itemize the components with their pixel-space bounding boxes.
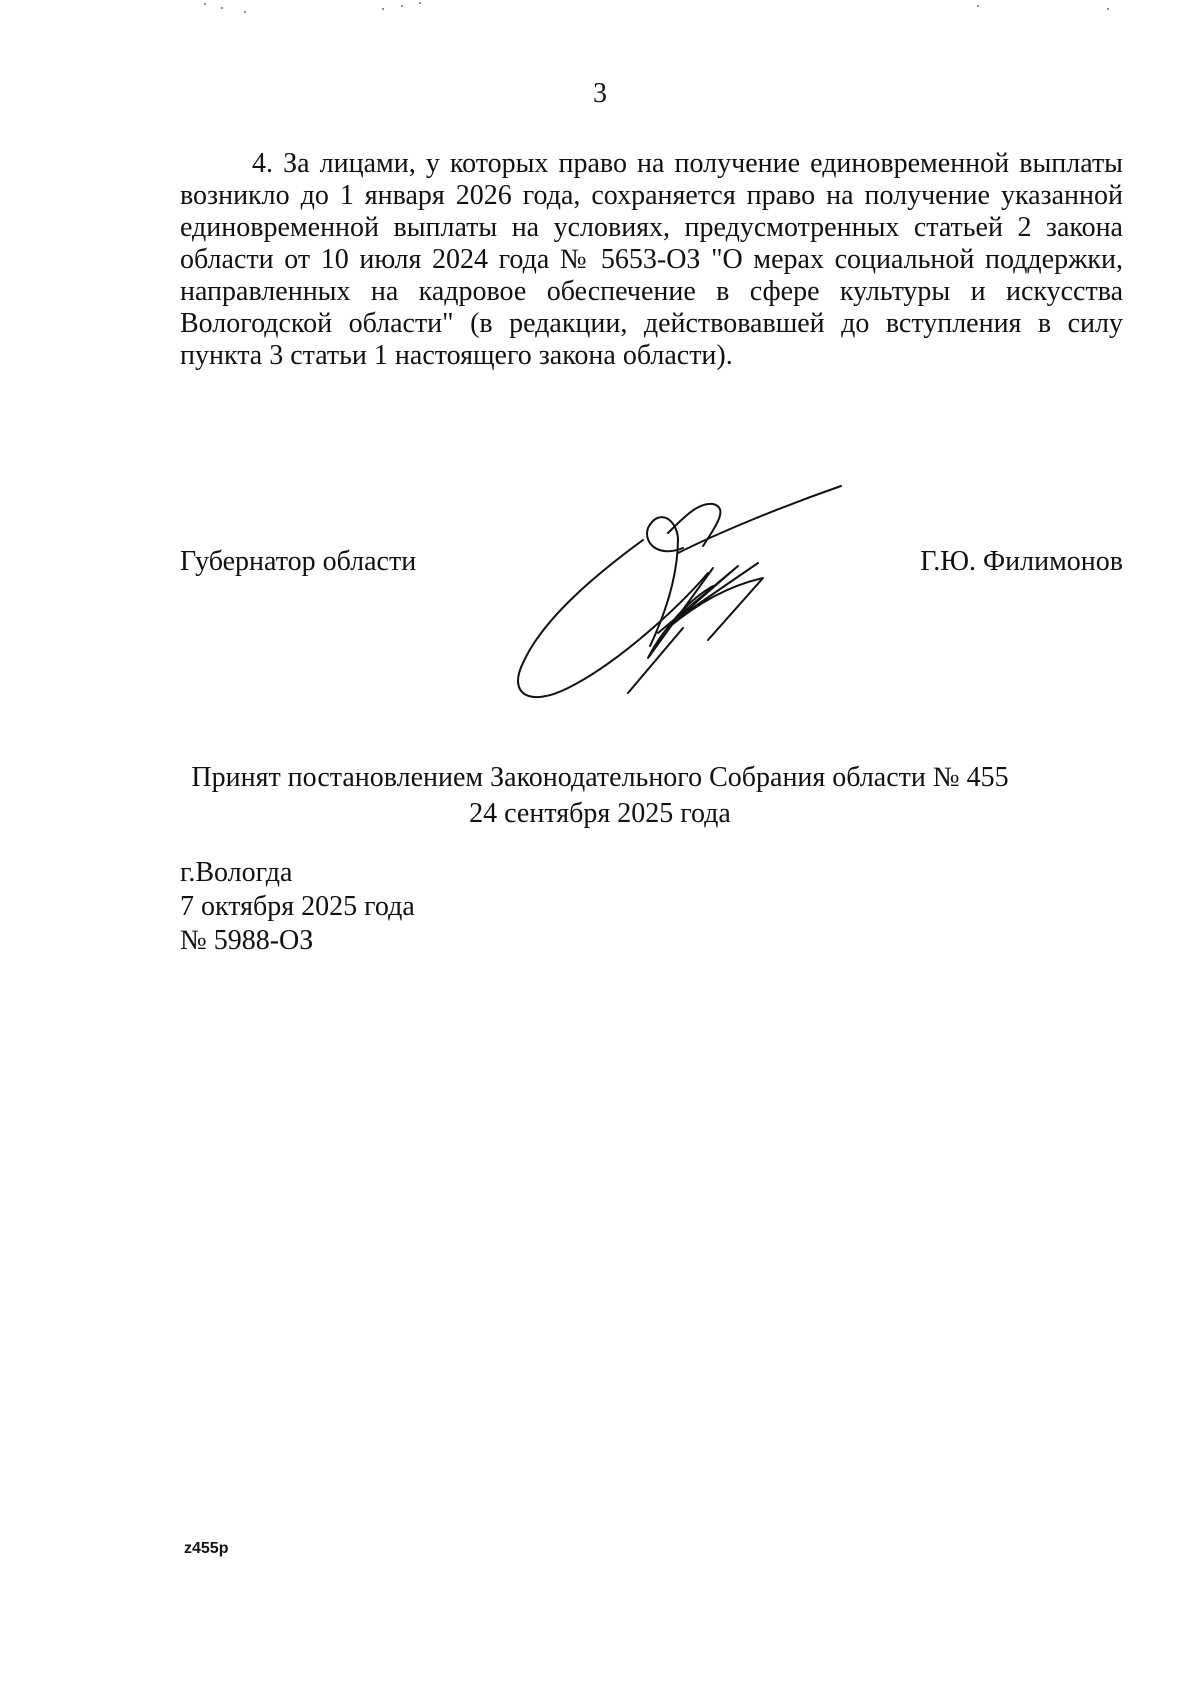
place-date-number <box>180 856 415 958</box>
signatory-name: Г.Ю. Филимонов <box>920 546 1123 577</box>
signatory-position: Губернатор области <box>180 546 417 577</box>
adoption-note <box>0 760 1200 832</box>
city: г.Вологда <box>180 857 293 888</box>
law-number: № 5988-ОЗ <box>180 925 314 956</box>
paragraph-4: 4. За лицами, у которых право на получение единовременной выплаты возникло до 1 января 2026 года, сохраняется право на получение указанной единовременной выплаты на условиях, предусмотренных статьей 2 закона области от 10 июля 2024 года № 5653-ОЗ "О мерах социальной поддержки, направленных на кадровое обеспечение в сфере культуры и искусства Вологодской области" (в редакции, действовавшей до вступления в силу пункта 3 статьи 1 настоящего закона области). <box>180 148 1123 371</box>
scan-artifacts <box>0 0 1200 20</box>
page-number: 3 <box>593 78 607 109</box>
adoption-resolution: Принят постановлением Законодательного Собрания области № 455 <box>191 762 1009 793</box>
document-code: z455p <box>184 1540 229 1557</box>
adoption-date: 24 сентября 2025 года <box>469 798 731 829</box>
handwritten-signature <box>508 478 848 713</box>
signing-date: 7 октября 2025 года <box>180 891 415 922</box>
